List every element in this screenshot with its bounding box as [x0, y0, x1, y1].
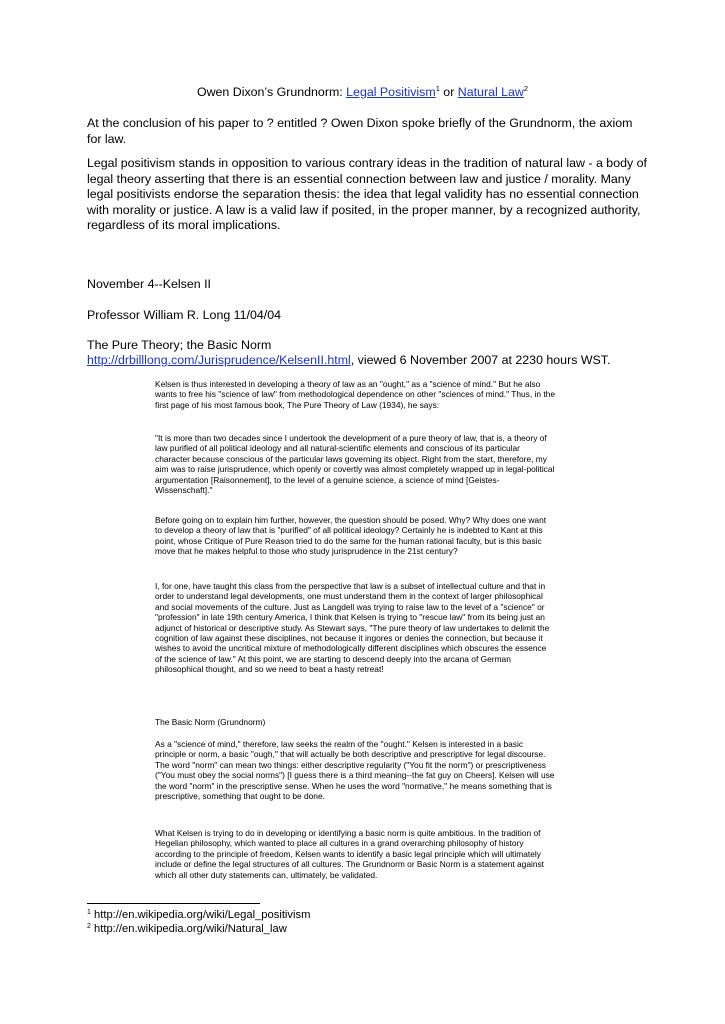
footnote-1	[87, 909, 310, 922]
quote-paragraph-7: What Kelsen is trying to do in developing or identifying a basic norm is quite ambitious. In the tradition of Hegelian philosophy, which wanted to place all cultures in a grand overarching philosophy of history according to the principle of freedom, Kelsen wants to identify a basic legal principle which will ultimately include or define the legal structures of all cultures. The Grundnorm or Basic Norm is a statement against which all other duty statements can, ultimately, be validated.	[155, 828, 545, 880]
footnote-separator	[87, 903, 260, 904]
natural-law-link[interactable]: Natural Law	[457, 85, 524, 99]
legal-positivism-link[interactable]: Legal Positivism	[346, 85, 436, 99]
footnote-2-mark: 2	[87, 923, 91, 930]
quote-paragraph-4: I, for one, have taught this class from the perspective that law is a subset of intellectual culture and that in order to understand legal developments, one must understand them in the context of larger philosophical and social movements of the culture. Just as Langdell was trying to raise law to the level of a "science" or "profession" in late 19th century America, I think that Kelsen is trying to "rescue law" from its being just an adjunct of historical or descriptive study. As Stewart says, "The pure theory of law undertakes to delimit the cognition of law against these disciplines, not because it ingores or denies the connection, but because it wishes to avoid the uncritical mixture of methodologically different disciplines which obscures the essence of the science of law." At this point, we are starting to descend deeply into the arcana of German philosophical thought, and so we need to beat a hasty retreat!	[155, 581, 550, 675]
intro-paragraph-2: Legal positivism stands in opposition to various contrary ideas in the tradition of natural law - a body of legal theory asserting that there is an essential connection between law and justice / morality. Many legal positivists endorse the separation thesis: the idea that legal validity has no essential connection with morality or justice. A law is a valid law if posited, in the proper manner, by a recognized authority, regardless of its moral implications.	[87, 156, 647, 232]
title-prefix: Owen Dixon’s Grundnorm:	[196, 85, 347, 99]
quote-paragraph-3: Before going on to explain him further, however, the question should be posed. Why? Why does one want to develop a theory of law that is "purified" of all political ideology? Certainly he is indebted to Kant at this point, whose Critique of Pure Reason tried to do the same for the human rational faculty, but is this basic move that he makes helpful to those who study jurisprudence in the 21st century?	[155, 515, 547, 557]
footnote-1-text: http://en.wikipedia.org/wiki/Legal_positivism	[90, 909, 311, 921]
footnote-2-text: http://en.wikipedia.org/wiki/Natural_law	[90, 923, 287, 935]
quote-paragraph-1: Kelsen is thus interested in developing a theory of law as an "ought," as a "science of mind." But he also wants to free his "science of law" from methodological dependence on other "sciences of mind." Thus, in the first page of his most famous book, The Pure Theory of Law (1934), he says:	[155, 379, 555, 410]
quote-heading-basic-norm: The Basic Norm (Grundnorm)	[155, 717, 266, 727]
source-suffix: , viewed 6 November 2007 at 2230 hours WST.	[350, 353, 611, 367]
title-middle: or	[439, 85, 458, 99]
quote-paragraph-6: As a "science of mind," therefore, law seeks the realm of the "ought." Kelsen is interested in a basic principle or norm, a basic "ough," that will actually be both descriptive and prescriptive for legal discourse. The word "norm" can mean two things: either descriptive regularity ("You fit the norm") or prescriptiveness ("You must obey the social norms") [I guess there is a third meaning--the fat guy on Cheers]. Kelsen will use the word "norm" in the prescriptive sense. When he uses the word "normative," he means something that is prescriptive, something that ought to be done.	[155, 739, 555, 802]
page-title	[0, 84, 725, 100]
footnote-2	[87, 923, 287, 936]
date-line: November 4--Kelsen II	[87, 277, 211, 291]
quote-paragraph-2: "It is more than two decades since I undertook the development of a pure theory of law, that is, a theory of law purified of all political ideology and all natural-scientific elements and conscious of its particular character because conscious of the particular laws governing its object. Right from the start, therefore, my aim was to raise jurisprudence, which openly or covertly was almost completely wrapped up in legal-political argumentation [Raisonnement], to the level of a genuine science, a science of mind [Geistes-Wissenschaft]."	[155, 433, 555, 496]
footnote-ref-1: 1	[435, 84, 440, 93]
footnote-1-mark: 1	[87, 909, 91, 916]
footnote-ref-2: 2	[523, 84, 529, 93]
subtitle-line: The Pure Theory; the Basic Norm	[87, 338, 272, 352]
source-line	[87, 353, 610, 369]
intro-paragraph-1: At the conclusion of his paper to ? entitled ? Owen Dixon spoke briefly of the Grundnorm, the axiom for law.	[87, 116, 633, 146]
source-url-link[interactable]: http://drbilllong.com/Jurisprudence/KelsenII.html	[87, 353, 351, 367]
author-line: Professor William R. Long 11/04/04	[87, 308, 281, 322]
